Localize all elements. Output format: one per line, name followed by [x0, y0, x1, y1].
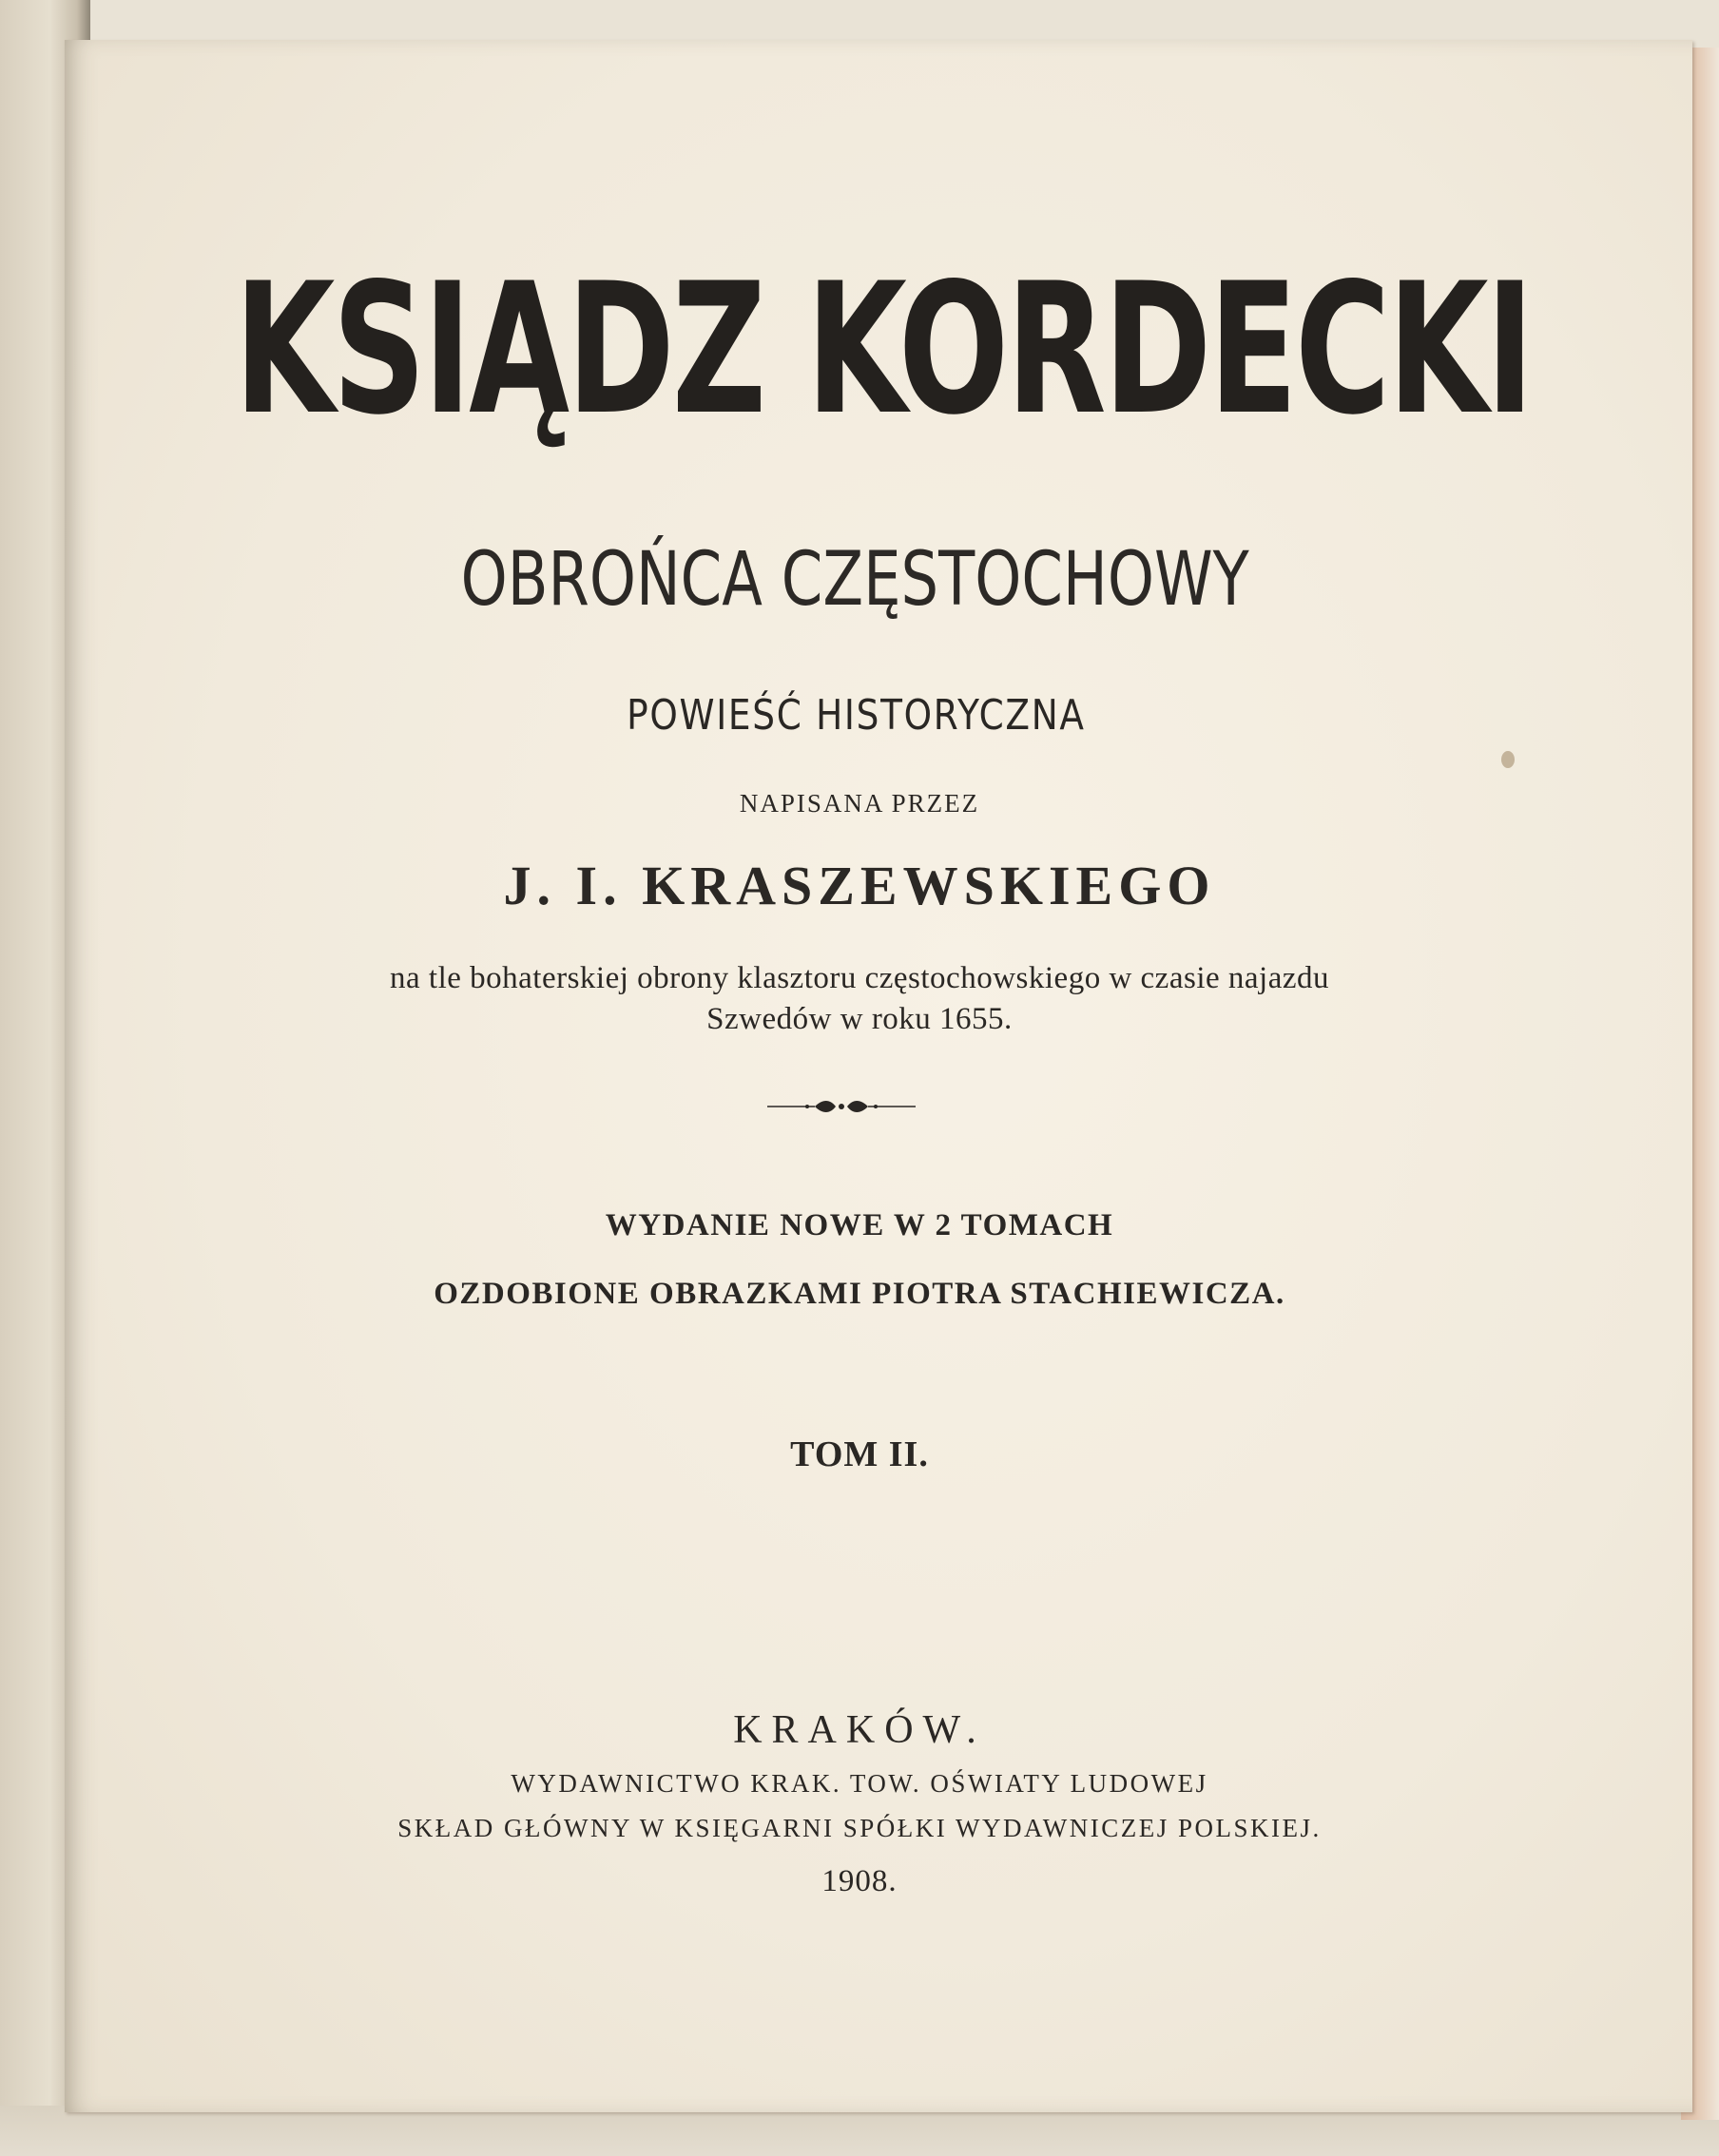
publication-city: KRAKÓW. — [733, 1708, 986, 1752]
description-line-2: Szwedów w roku 1655. — [706, 1002, 1013, 1036]
book-bottom-edge — [0, 2106, 1719, 2156]
volume-number: TOM II. — [790, 1434, 929, 1474]
publication-year: 1908. — [821, 1864, 898, 1898]
book-title: KSIĄDZ KORDECKI — [234, 244, 1532, 454]
publisher-name: WYDAWNICTWO KRAK. TOW. OŚWIATY LUDOWEJ — [511, 1769, 1208, 1798]
illustrations-note: OZDOBIONE OBRAZKAMI PIOTRA STACHIEWICZA. — [434, 1277, 1285, 1311]
paper-stain — [1501, 751, 1515, 768]
distributor-name: SKŁAD GŁÓWNY W KSIĘGARNI SPÓŁKI WYDAWNICZEJ POLSKIEJ. — [397, 1814, 1322, 1842]
author-name: J. I. KRASZEWSKIEGO — [503, 855, 1216, 916]
printer-ornament-icon — [765, 1093, 917, 1120]
book-genre: POWIEŚĆ HISTORYCZNA — [627, 691, 1086, 740]
book-subtitle: OBROŃCA CZĘSTOCHOWY — [460, 537, 1249, 623]
description-line-1: na tle bohaterskiej obrony klasztoru częstochowskiego w czasie najazdu — [390, 961, 1329, 995]
written-by-label: NAPISANA PRZEZ — [739, 789, 980, 818]
edition-note: WYDANIE NOWE W 2 TOMACH — [605, 1208, 1114, 1242]
